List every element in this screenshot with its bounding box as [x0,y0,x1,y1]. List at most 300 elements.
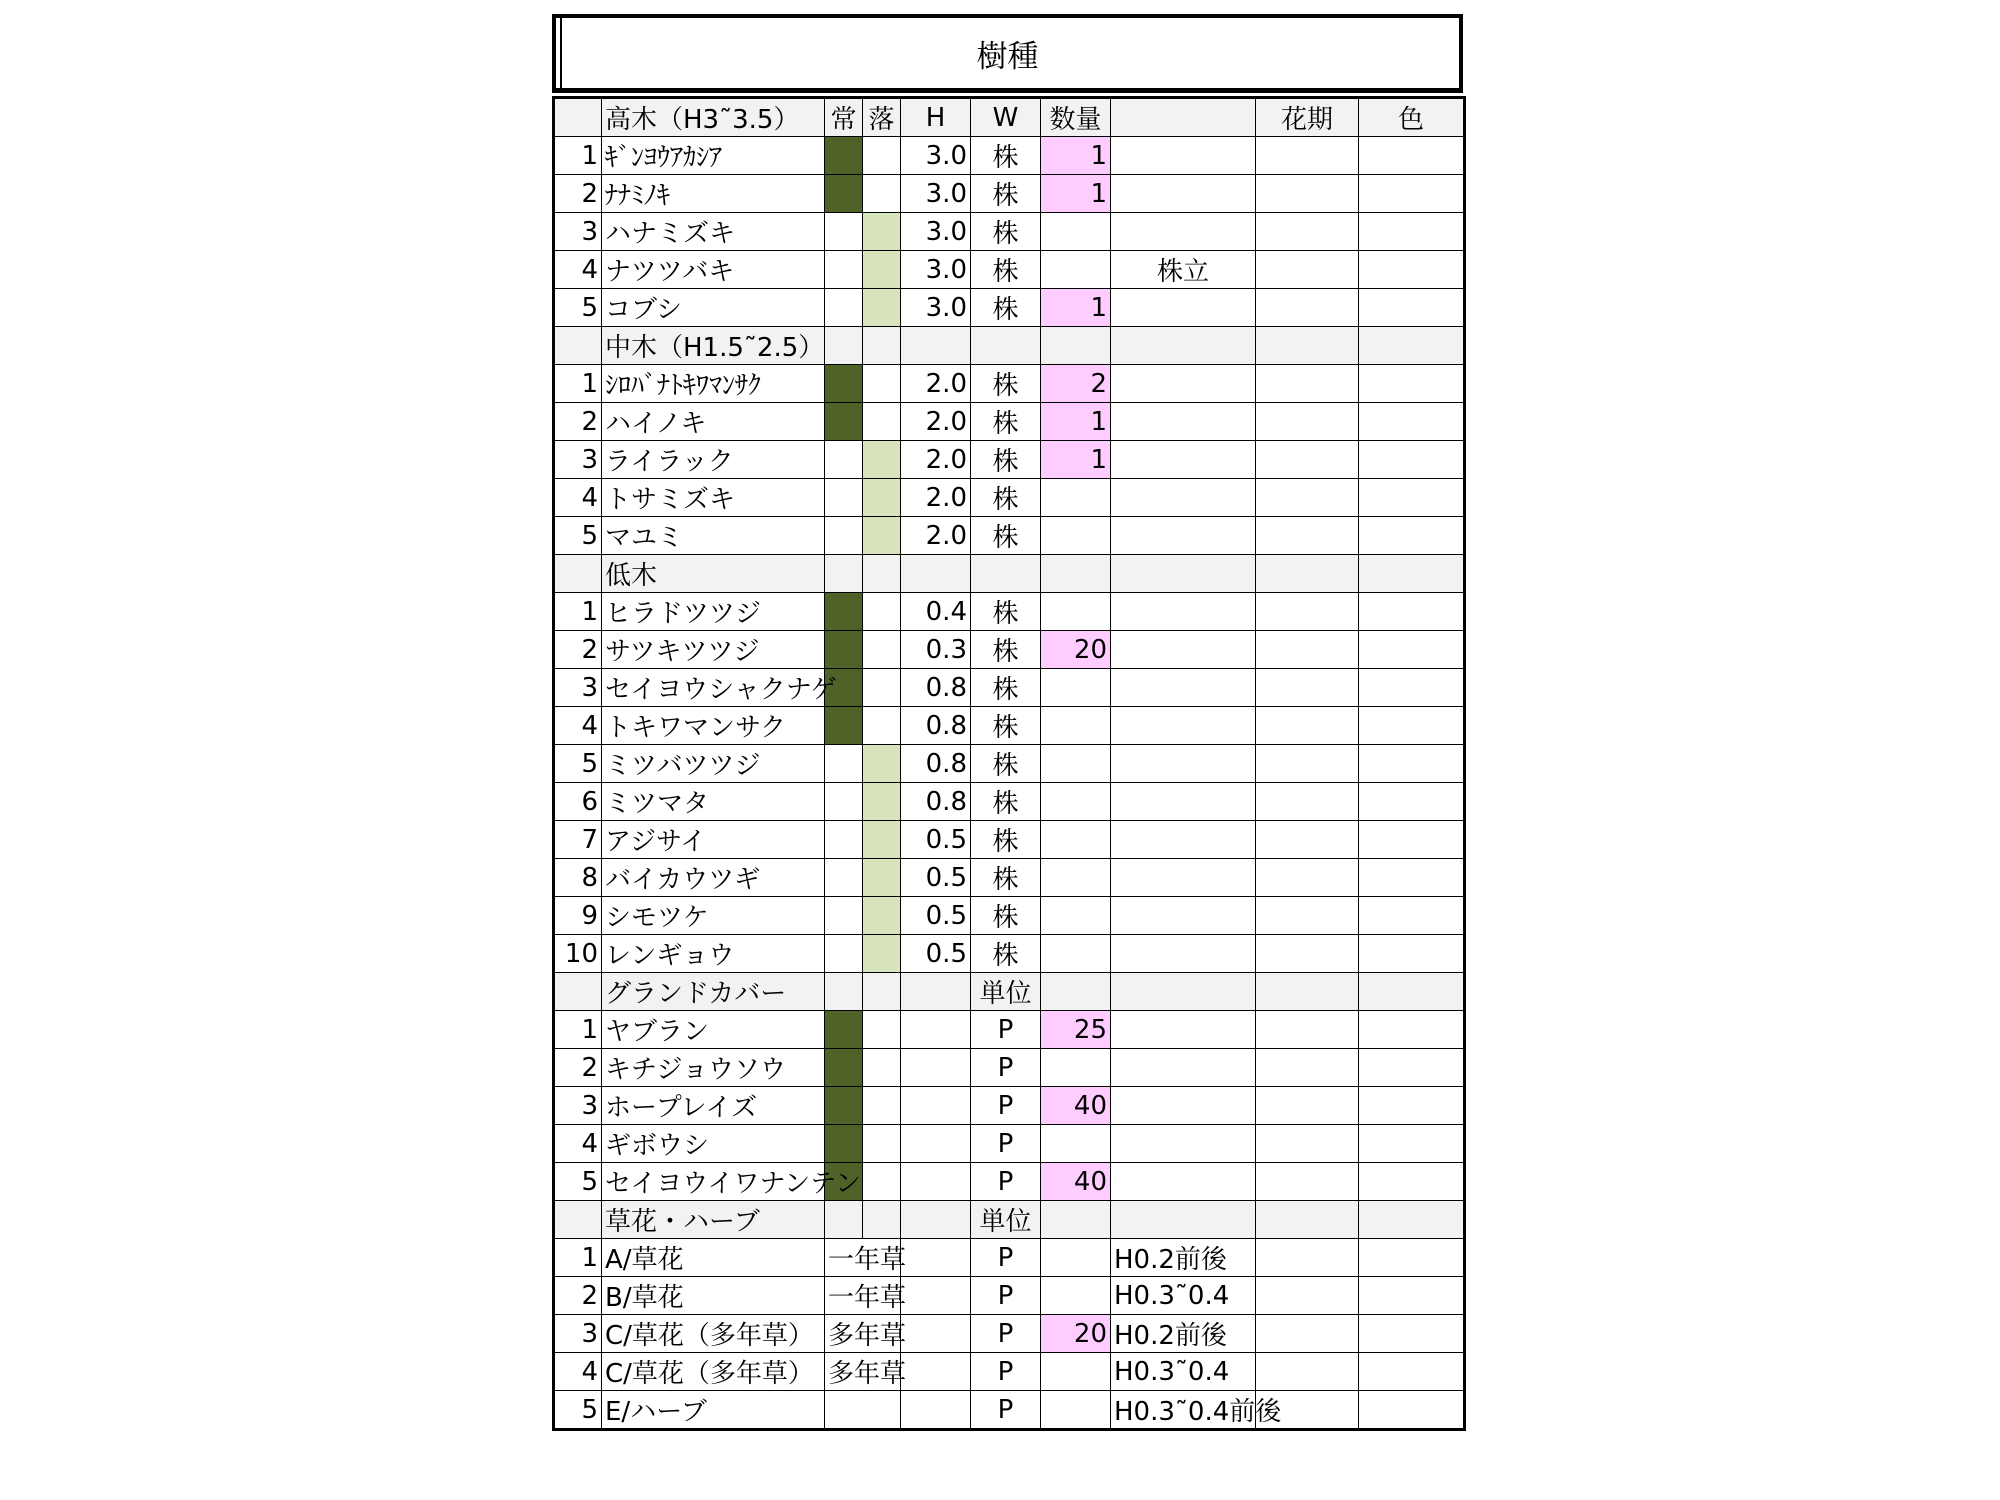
height-cell: 2.0 [901,403,971,441]
plant-name-cell [602,859,825,897]
herb-row [554,1239,1465,1277]
deciduous-marker-cell [863,213,901,251]
quantity-cell [1041,897,1111,935]
quantity-cell: 2 [1041,365,1111,403]
note-cell: H0.2前後 [1111,1239,1256,1277]
unit-cell: P [971,1125,1041,1163]
plant-row [554,517,1465,555]
height-cell [901,1163,971,1201]
bloom-period-cell [1256,707,1359,745]
unit-cell: P [971,1049,1041,1087]
evergreen-marker-cell [825,745,863,783]
plant-row [554,707,1465,745]
deciduous-cell [863,973,901,1011]
section-title: 中木（H1.5˜2.5） [602,327,825,365]
row-number-cell: 4 [554,1125,602,1163]
bloom-period-cell [1256,821,1359,859]
quantity-cell: 40 [1041,1087,1111,1125]
sheet-title [552,14,1463,93]
note-cell [1111,1049,1256,1087]
note-cell: H0.3˜0.4 [1111,1277,1256,1315]
plant-type-cell: 多年草 [825,1353,901,1391]
plant-row [554,365,1465,403]
quantity-cell [1041,745,1111,783]
quantity-cell [1041,1201,1111,1239]
table-body [554,98,1465,1430]
plant-name: ｼﾛﾊﾞﾅﾄｷﾜﾏﾝｻｸ [605,371,762,401]
deciduous-marker-cell [863,593,901,631]
color-cell [1359,631,1465,669]
evergreen-marker-cell [825,1087,863,1125]
bloom-period-cell [1256,441,1359,479]
evergreen-marker-cell [825,441,863,479]
row-number-cell [554,973,602,1011]
quantity-cell [1041,859,1111,897]
plant-name: ミツマタ [605,789,710,819]
height-cell: 0.5 [901,897,971,935]
header-bloom-cell: 花期 [1256,98,1359,137]
height-cell: 2.0 [901,441,971,479]
unit-cell: 株 [971,631,1041,669]
note-cell [1111,1011,1256,1049]
bloom-period-cell [1256,403,1359,441]
deciduous-marker-cell [863,441,901,479]
note-cell: 株立 [1111,251,1256,289]
plant-name-cell [602,365,825,403]
quantity-cell: 1 [1041,441,1111,479]
height-cell: 3.0 [901,213,971,251]
evergreen-marker-cell [825,1049,863,1087]
plant-name-cell [602,669,837,707]
plant-name: ライラック [605,447,734,477]
row-number-cell: 5 [554,1163,602,1201]
plant-row [554,175,1465,213]
plant-name-cell [602,479,825,517]
plant-name-cell [602,1011,825,1049]
evergreen-marker-cell [825,783,863,821]
unit-cell: P [971,1011,1041,1049]
evergreen-marker-cell [825,479,863,517]
color-cell [1359,669,1465,707]
evergreen-marker-cell [825,821,863,859]
bloom-period-cell [1256,1201,1359,1239]
evergreen-marker-cell [825,1011,863,1049]
bloom-period-cell [1256,745,1359,783]
row-number-cell: 1 [554,1011,602,1049]
height-cell: 0.5 [901,935,971,973]
bloom-period-cell [1256,1049,1359,1087]
color-cell [1359,593,1465,631]
unit-cell: 株 [971,669,1041,707]
unit-cell: 株 [971,137,1041,175]
plant-name-cell: E/ハーブ [602,1391,825,1430]
note-cell [1111,821,1256,859]
unit-cell: 株 [971,479,1041,517]
deciduous-marker-cell [863,251,901,289]
plant-name: ﾅﾅﾐﾉｷ [605,181,671,211]
deciduous-marker-cell [863,1011,901,1049]
evergreen-marker-cell [825,251,863,289]
note-cell [1111,1201,1256,1239]
plant-type-cell: 一年草 [825,1277,901,1315]
plant-row [554,289,1465,327]
note-cell [1111,1087,1256,1125]
plant-name: ギボウシ [605,1131,710,1161]
deciduous-marker-cell [863,1163,901,1201]
note-cell [1111,707,1256,745]
evergreen-marker-cell [825,859,863,897]
deciduous-marker-cell [863,403,901,441]
plant-name: サツキツツジ [605,637,760,667]
row-number-cell: 3 [554,1087,602,1125]
color-cell [1359,1125,1465,1163]
header-row [554,98,1465,137]
plant-name: キチジョウソウ [605,1055,786,1085]
note-cell [1111,365,1256,403]
row-number-cell: 1 [554,1239,602,1277]
evergreen-marker-cell [825,1125,863,1163]
evergreen-marker-cell [825,707,863,745]
bloom-period-cell [1256,517,1359,555]
color-cell [1359,1391,1465,1430]
unit-cell: 株 [971,745,1041,783]
note-cell [1111,631,1256,669]
evergreen-cell [825,555,863,593]
note-cell [1111,669,1256,707]
deciduous-marker-cell [863,897,901,935]
bloom-period-cell [1256,251,1359,289]
plant-name-cell [602,1049,825,1087]
bloom-period-cell [1256,213,1359,251]
bloom-period-cell [1256,1239,1359,1277]
header-name-cell: 高木（H3˜3.5） [602,98,825,137]
note-cell [1111,403,1256,441]
plant-name-cell [602,707,825,745]
bloom-period-cell [1256,669,1359,707]
deciduous-marker-cell [863,745,901,783]
color-cell [1359,517,1465,555]
unit-cell: 株 [971,403,1041,441]
color-cell [1359,555,1465,593]
plant-row [554,859,1465,897]
plant-name: ヤブラン [605,1017,710,1047]
evergreen-marker-cell [825,137,863,175]
plant-row [554,745,1465,783]
note-cell: H0.2前後 [1111,1315,1256,1353]
color-cell [1359,175,1465,213]
row-number-cell: 9 [554,897,602,935]
quantity-cell [1041,251,1111,289]
header-w-cell: W [971,98,1041,137]
plant-name: ｷﾞﾝﾖｳｱｶｼｱ [605,143,723,173]
quantity-cell [1041,821,1111,859]
plant-name-cell [602,213,825,251]
unit-header-cell: 単位 [971,973,1041,1011]
note-cell [1111,783,1256,821]
height-cell [901,1087,971,1125]
row-number-cell: 2 [554,1049,602,1087]
row-number-cell: 3 [554,1315,602,1353]
plant-name-cell [602,517,825,555]
plant-name: ヒラドツツジ [605,599,762,629]
section-header-row [554,973,1465,1011]
height-cell [901,327,971,365]
evergreen-marker-cell [825,175,863,213]
color-cell [1359,821,1465,859]
height-cell [901,973,971,1011]
note-cell [1111,327,1256,365]
color-cell [1359,327,1465,365]
note-cell [1111,517,1256,555]
title-text: 樹種 [976,38,1039,75]
height-cell: 0.8 [901,669,971,707]
plant-name-cell: C/草花（多年草） [602,1353,825,1391]
row-number-cell: 1 [554,593,602,631]
plant-name-cell [602,821,825,859]
deciduous-cell [863,327,901,365]
header-color-cell: 色 [1359,98,1465,137]
deciduous-marker-cell [863,669,901,707]
plant-name: セイヨウイワナンテン [605,1169,861,1199]
deciduous-marker-cell [863,1125,901,1163]
row-number-cell: 3 [554,213,602,251]
plant-name: アジサイ [605,827,707,857]
plant-name-cell [602,631,825,669]
unit-header-cell [971,555,1041,593]
species-table [552,96,1466,1431]
plant-name-cell [602,175,825,213]
height-cell [901,1049,971,1087]
deciduous-marker-cell [863,935,901,973]
bloom-period-cell [1256,593,1359,631]
bloom-period-cell [1256,365,1359,403]
note-cell [1111,137,1256,175]
deciduous-marker-cell [863,137,901,175]
evergreen-marker-cell [825,289,863,327]
plant-row [554,213,1465,251]
row-number-cell: 4 [554,251,602,289]
header-note-cell [1111,98,1256,137]
plant-type-cell: 一年草 [825,1239,901,1277]
plant-name-cell [602,1087,825,1125]
height-cell [901,1277,971,1315]
color-cell [1359,441,1465,479]
quantity-cell: 1 [1041,137,1111,175]
header-num-cell [554,98,602,137]
plant-name: ミツバツツジ [605,751,761,781]
color-cell [1359,707,1465,745]
note-cell [1111,555,1256,593]
color-cell [1359,251,1465,289]
herb-row [554,1277,1465,1315]
quantity-cell [1041,1049,1111,1087]
quantity-cell [1041,1125,1111,1163]
planting-list-sheet [552,14,1463,1431]
bloom-period-cell [1256,1011,1359,1049]
note-cell: H0.3˜0.4前後 [1111,1391,1256,1430]
quantity-cell [1041,1391,1111,1430]
evergreen-marker-cell [825,631,863,669]
plant-name: セイヨウシャクナゲ [605,675,837,705]
plant-row [554,441,1465,479]
plant-name: コブシ [605,295,682,325]
row-number-cell: 10 [554,935,602,973]
height-cell: 0.8 [901,783,971,821]
plant-name: ホープレイズ [605,1093,758,1123]
plant-name-cell [602,137,825,175]
plant-name: ナツツバキ [605,257,735,287]
color-cell [1359,289,1465,327]
quantity-cell [1041,1277,1111,1315]
height-cell: 0.5 [901,821,971,859]
unit-cell: P [971,1163,1041,1201]
unit-cell: 株 [971,593,1041,631]
row-number-cell: 5 [554,517,602,555]
plant-name-cell [602,897,825,935]
color-cell [1359,137,1465,175]
note-cell [1111,175,1256,213]
row-number-cell: 1 [554,365,602,403]
row-number-cell: 2 [554,1277,602,1315]
unit-cell: 株 [971,213,1041,251]
plant-type-cell [825,1391,901,1430]
deciduous-marker-cell [863,479,901,517]
quantity-cell: 1 [1041,403,1111,441]
unit-cell: 株 [971,859,1041,897]
evergreen-cell [825,327,863,365]
plant-name-cell [602,289,825,327]
color-cell [1359,1277,1465,1315]
height-cell: 0.5 [901,859,971,897]
plant-name-cell [602,1163,861,1201]
plant-row [554,1087,1465,1125]
unit-cell: 株 [971,783,1041,821]
deciduous-marker-cell [863,707,901,745]
unit-cell: 株 [971,175,1041,213]
bloom-period-cell [1256,1315,1359,1353]
height-cell [901,1239,971,1277]
unit-cell: P [971,1353,1041,1391]
plant-row [554,1011,1465,1049]
color-cell [1359,1353,1465,1391]
note-cell [1111,935,1256,973]
unit-cell: 株 [971,707,1041,745]
color-cell [1359,1049,1465,1087]
row-number-cell: 5 [554,745,602,783]
note-cell [1111,593,1256,631]
quantity-cell [1041,479,1111,517]
plant-name: トキワマンサク [605,713,786,743]
quantity-cell [1041,973,1111,1011]
row-number-cell [554,1201,602,1239]
color-cell [1359,365,1465,403]
plant-name-cell [602,1125,825,1163]
unit-cell: 株 [971,821,1041,859]
height-cell: 2.0 [901,365,971,403]
unit-cell: P [971,1315,1041,1353]
plant-row [554,251,1465,289]
row-number-cell: 6 [554,783,602,821]
height-cell: 0.8 [901,745,971,783]
quantity-cell: 40 [1041,1163,1111,1201]
quantity-cell [1041,669,1111,707]
quantity-cell: 1 [1041,289,1111,327]
bloom-period-cell [1256,479,1359,517]
unit-cell: 株 [971,365,1041,403]
bloom-period-cell [1256,1277,1359,1315]
color-cell [1359,897,1465,935]
deciduous-marker-cell [863,631,901,669]
note-cell [1111,859,1256,897]
bloom-period-cell [1256,935,1359,973]
plant-row [554,137,1465,175]
bloom-period-cell [1256,859,1359,897]
note-cell [1111,479,1256,517]
section-header-row [554,1201,1465,1239]
unit-cell: 株 [971,935,1041,973]
evergreen-marker-cell [825,593,863,631]
bloom-period-cell [1256,897,1359,935]
note-cell [1111,973,1256,1011]
color-cell [1359,1315,1465,1353]
color-cell [1359,745,1465,783]
plant-type-cell: 多年草 [825,1315,901,1353]
unit-header-cell: 単位 [971,1201,1041,1239]
deciduous-marker-cell [863,1087,901,1125]
color-cell [1359,859,1465,897]
evergreen-marker-cell [825,897,863,935]
plant-name-cell: C/草花（多年草） [602,1315,825,1353]
bloom-period-cell [1256,137,1359,175]
plant-row [554,479,1465,517]
height-cell [901,1011,971,1049]
deciduous-marker-cell [863,175,901,213]
height-cell: 2.0 [901,517,971,555]
height-cell [901,555,971,593]
deciduous-marker-cell [863,783,901,821]
plant-name-cell [602,441,825,479]
evergreen-marker-cell [825,935,863,973]
height-cell: 3.0 [901,137,971,175]
row-number-cell: 2 [554,631,602,669]
note-cell [1111,745,1256,783]
height-cell: 0.8 [901,707,971,745]
row-number-cell: 1 [554,137,602,175]
unit-cell: 株 [971,251,1041,289]
plant-name: シモツケ [605,903,709,933]
plant-row [554,593,1465,631]
bloom-period-cell [1256,289,1359,327]
height-cell: 0.3 [901,631,971,669]
quantity-cell [1041,935,1111,973]
section-title: グランドカバー [602,973,825,1011]
bloom-period-cell [1256,175,1359,213]
row-number-cell: 5 [554,1391,602,1430]
section-title: 低木 [602,555,825,593]
quantity-cell [1041,213,1111,251]
row-number-cell: 4 [554,707,602,745]
plant-name-cell [602,783,825,821]
quantity-cell [1041,783,1111,821]
height-cell [901,1201,971,1239]
quantity-cell: 20 [1041,1315,1111,1353]
herb-row [554,1391,1465,1430]
quantity-cell [1041,707,1111,745]
plant-name-cell: B/草花 [602,1277,825,1315]
plant-name-cell [602,593,825,631]
deciduous-cell [863,1201,901,1239]
row-number-cell: 2 [554,403,602,441]
